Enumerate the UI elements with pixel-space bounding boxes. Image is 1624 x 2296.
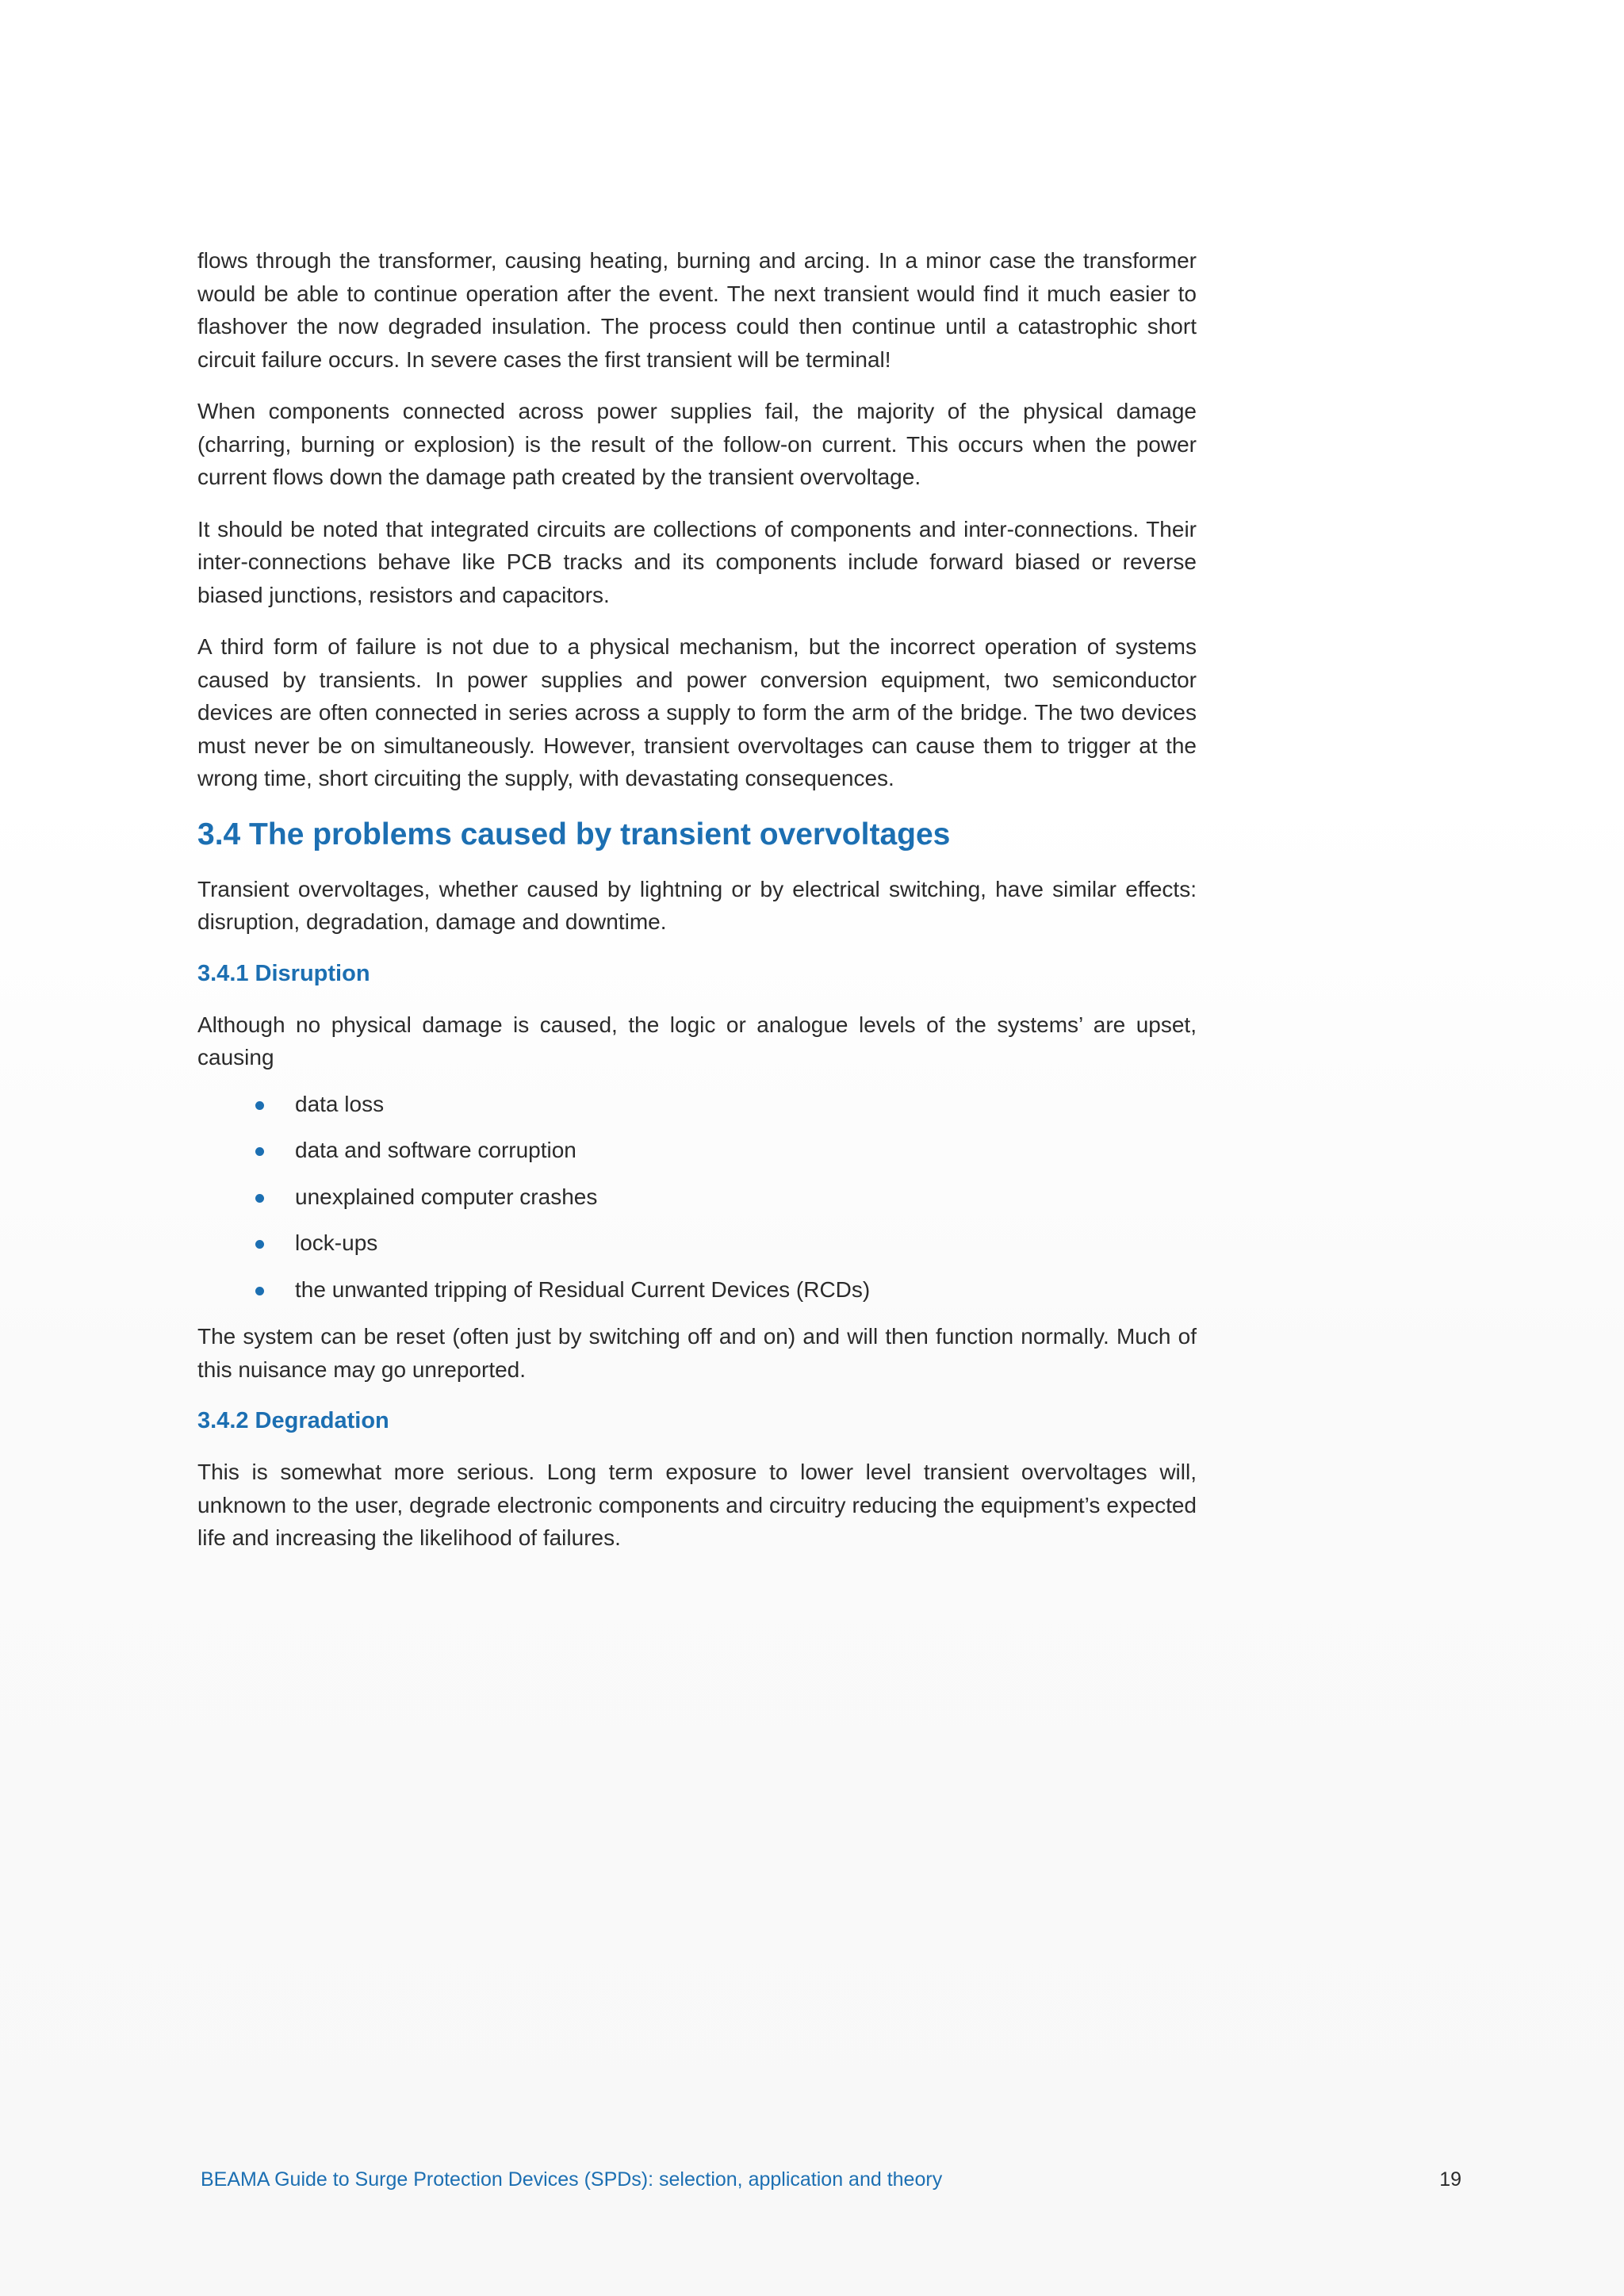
footer-title: BEAMA Guide to Surge Protection Devices (SPDs): selection, application and theory: [201, 2168, 943, 2191]
list-item-text: lock-ups: [295, 1230, 378, 1255]
list-item: [197, 1089, 1197, 1120]
bullet-icon: [255, 1101, 264, 1110]
body-paragraph: When components connected across power supplies fail, the majority of the physical damage (charring, burning or explosion) is the result of the follow-on current. This occurs when the power current flows down the damage path created by the transient overvoltage.: [197, 399, 1197, 489]
list-item-text: unexplained computer crashes: [295, 1184, 598, 1209]
section-heading: 3.4 The problems caused by transient overvoltages: [197, 817, 951, 851]
bullet-icon: [255, 1147, 264, 1156]
list-item: [197, 1227, 1197, 1259]
disruption-intro-paragraph: Although no physical damage is caused, the logic or analogue levels of the systems’ are upset, causing: [197, 1012, 1197, 1070]
disruption-bullet-list: [197, 1089, 1197, 1306]
body-paragraph: A third form of failure is not due to a physical mechanism, but the incorrect operation of systems caused by transients. In power supplies and power conversion equipment, two semiconductor devices are often connected in series across a supply to form the arm of the bridge. The two devices must never be on simultaneously. However, transient overvoltages can cause them to trigger at the wrong time, short circuiting the supply, with devastating consequences.: [197, 634, 1197, 790]
degradation-paragraph: This is somewhat more serious. Long term exposure to lower level transient overvoltages will, unknown to the user, degrade electronic components and circuitry reducing the equipment’s expected life and increasing the likelihood of failures.: [197, 1460, 1197, 1550]
page-number: 19: [1439, 2168, 1461, 2191]
bullet-icon: [255, 1240, 264, 1249]
section-intro-paragraph: Transient overvoltages, whether caused by lightning or by electrical switching, have similar effects: disruption, degradation, damage and downtime.: [197, 876, 1197, 934]
body-paragraph: It should be noted that integrated circuits are collections of components and inter-connections. Their inter-connections behave like PCB tracks and its components include forward biased or reverse biased junctions, resistors and capacitors.: [197, 516, 1197, 607]
page-footer: [201, 2166, 1461, 2193]
bullet-icon: [255, 1287, 264, 1295]
list-item: [197, 1274, 1197, 1306]
disruption-heading: 3.4.1 Disruption: [197, 960, 370, 986]
disruption-closing-paragraph: The system can be reset (often just by switching off and on) and will then function normally. Much of this nuisance may go unreported.: [197, 1324, 1197, 1382]
list-item: [197, 1135, 1197, 1166]
list-item-text: data loss: [295, 1091, 385, 1116]
list-item-text: the unwanted tripping of Residual Current Devices (RCDs): [295, 1276, 871, 1302]
bullet-icon: [255, 1194, 264, 1203]
degradation-heading: 3.4.2 Degradation: [197, 1408, 389, 1433]
body-paragraph: flows through the transformer, causing heating, burning and arcing. In a minor case the transformer would be able to continue operation after the event. The next transient would find it much easier to flashover the now degraded insulation. The process could then continue until a catastrophic short circuit failure occurs. In severe cases the first transient will be terminal!: [197, 248, 1197, 372]
page-content: [197, 244, 1197, 1574]
list-item-text: data and software corruption: [295, 1138, 576, 1162]
list-item: [197, 1181, 1197, 1213]
